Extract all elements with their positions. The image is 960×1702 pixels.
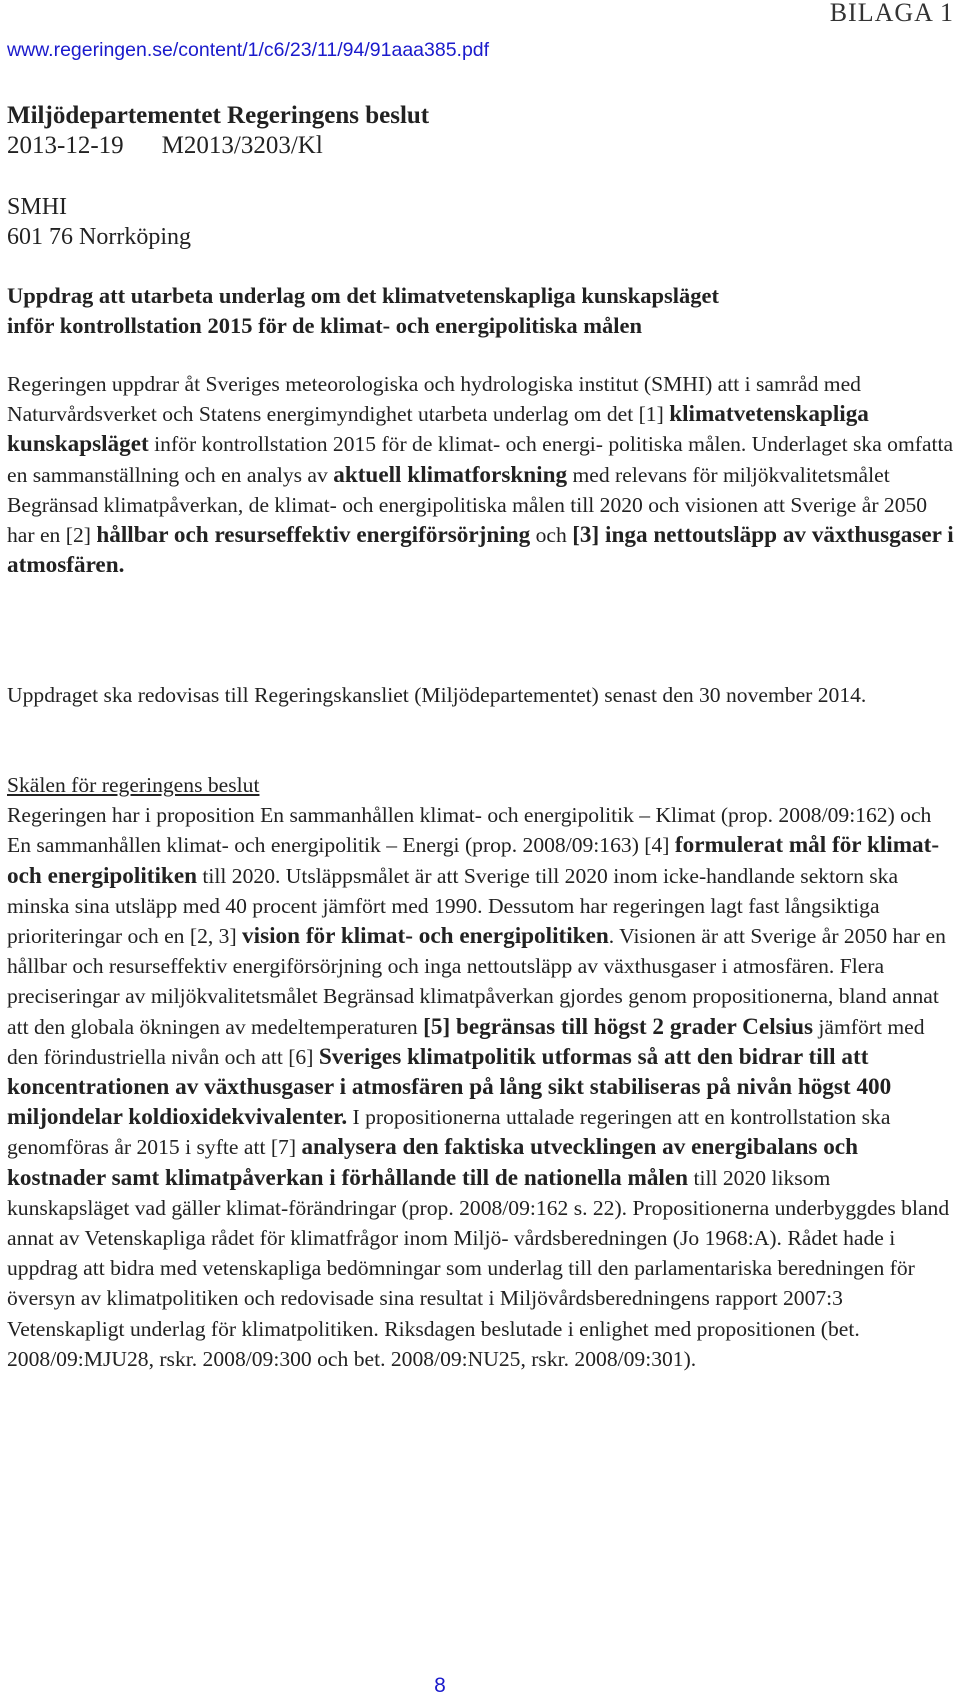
r-text-6: till 2020 liksom kunskapsläget vad gäller klimat-förändringar (prop. 2008/09:162 s. 22). Propositionerna underbyggdes bland annat av Vetenskapliga rådet för klimatfrågor inom Miljö- vårdsberedningen (Jo 1968:A). Rådet hade i uppdrag att bidra med vetenskapliga bedömningar som underlag till den parlamentariska beredningen för översyn av klimatpolitiken och redovisade sina resultat i Miljövårdsberedningens rapport 2007:3 Vetenskapligt underlag för klimatpolitiken. Riksdagen beslutade i enlighet med propositionen (bet. 2008/09:MJU28, rskr. 2008/09:300 och bet. 2008/09:NU25, rskr. 2008/09:301). [7,1165,950,1371]
authority-line: Miljödepartementet Regeringens beslut [7,102,430,129]
reasons-section [7,770,954,1374]
p1-highlight-3: hållbar och resurseffektiv energiförsörjning [96,522,531,549]
decision-date: 2013-12-19 [7,132,124,159]
p1-highlight-1: klimatvetenskapliga kunskapsläget [7,401,869,458]
r-highlight-2: vision för klimat- och energipolitiken [242,923,609,950]
p1-text-3: med relevans för miljökvalitetsmålet Begränsad klimatpåverkan, de klimat- och energipolitiska målen till 2020 och visionen att Sverige år 2050 har en [2] [7,462,928,548]
deadline-paragraph: Uppdraget ska redovisas till Regeringskansliet (Miljödepartementet) senast den 30 november 2014. [7,683,867,707]
assignment-paragraph [7,369,954,580]
title-line-2: inför kontrollstation 2015 för de klimat- och energipolitiska målen [7,313,643,338]
p1-text-2: inför kontrollstation 2015 för de klimat- och energi- politiska målen. Underlaget ska omfatta en sammanställning och en analys av [7,432,954,487]
recipient-postal: 601 76 Norrköping [7,224,191,250]
reasons-heading: Skälen för regeringens beslut [7,773,260,797]
p1-text-4: och [530,523,573,548]
r-highlight-5: analysera den faktiska utvecklingen av energibalans och kostnader samt klimatpåverkan i förhållande till de nationella målen [7,1134,858,1191]
assignment-title [7,281,954,341]
date-reference-line [7,131,954,161]
r-text-2: till 2020. Utsläppsmålet är att Sverige till 2020 inom icke-handlande sektorn ska minska sina utsläpp med 40 procent jämfört med 1990. Dessutom har regeringen lagt fast långsiktiga prioriteringar och en [2, 3] [7,863,899,949]
recipient-name: SMHI [7,194,68,220]
reasons-paragraph [7,800,954,1374]
r-highlight-1: formulerat mål för klimat- och energipolitiken [7,832,940,889]
r-highlight-3: [5] begränsas till högst 2 grader Celsius [423,1013,814,1040]
source-url-link[interactable]: www.regeringen.se/content/1/c6/23/11/94/91aaa385.pdf [7,39,490,61]
attachment-label: BILAGA 1 [829,0,954,27]
decision-header [7,101,954,161]
r-text-5: I propositionerna uttalade regeringen att en kontrollstation ska genomföras år 2015 i syfte att [7] [7,1105,891,1160]
r-text-1: Regeringen har i proposition En sammanhållen klimat- och energipolitik – Klimat (prop. 2008/09:162) och En sammanhållen klimat- och energipolitik – Energi (prop. 2008/09:163) [4] [7,803,932,858]
page-number: 8 [434,1674,446,1697]
title-line-1: Uppdrag att utarbeta underlag om det klimatvetenskapliga kunskapsläget [7,283,719,308]
p1-highlight-2: aktuell klimatforskning [333,461,568,488]
r-highlight-4: Sveriges klimatpolitik utformas så att den bidrar till att koncentrationen av växthusgaser i atmosfären på lång sikt stabiliseras på nivån högst 400 miljondelar koldioxidekvivalenter. [7,1043,892,1131]
r-text-3: . Visionen är att Sverige år 2050 har en hållbar och resurseffektiv energiförsörjning och inga nettoutsläpp av växthusgaser i atmosfären. Flera preciseringar av miljökvalitetsmålet Begränsad klimatpåverkan gjordes genom propositionerna, bland annat att den globala ökningen av medeltemperaturen [7,924,946,1039]
reference-number: M2013/3203/Kl [161,132,323,159]
r-text-4: jämfört med den förindustriella nivån och att [6] [7,1014,925,1069]
p1-text-1: Regeringen uppdrar åt Sveriges meteorologiska och hydrologiska institut (SMHI) att i samråd med Naturvårdsverket och Statens energimyndighet utarbeta underlag om det [1] [7,372,861,427]
p1-highlight-4: [3] inga nettoutsläpp av växthusgaser i atmosfären. [7,522,954,579]
recipient-address [7,192,954,252]
